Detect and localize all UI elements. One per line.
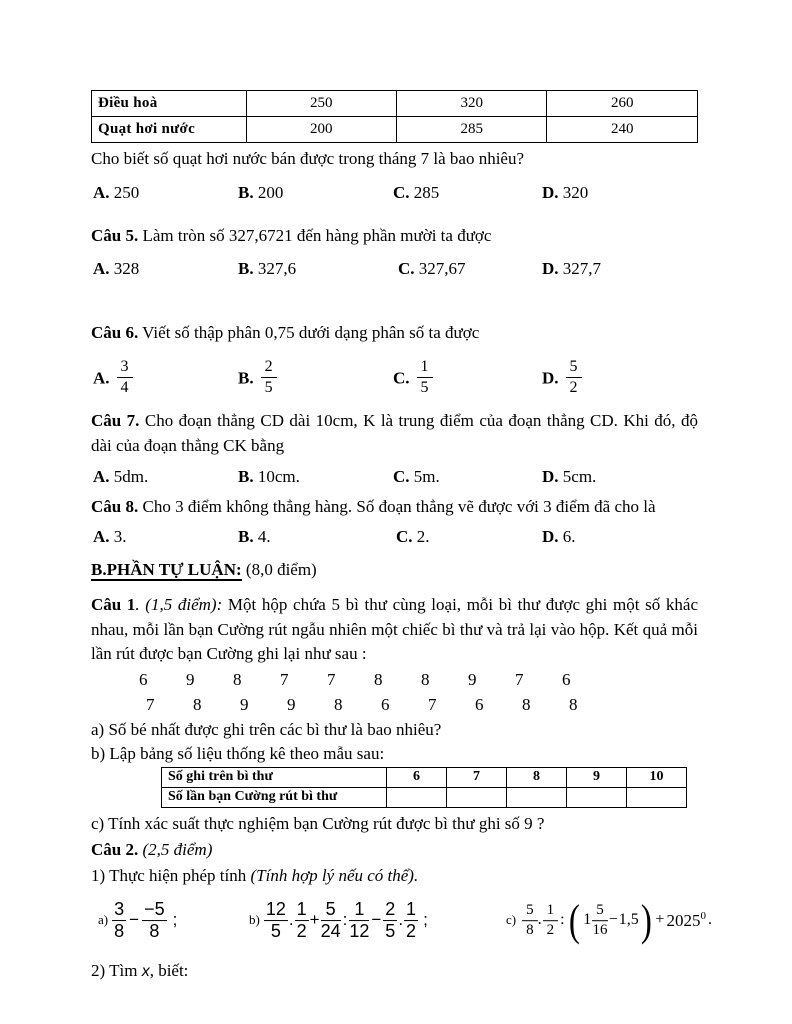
option-text: 320: [558, 183, 589, 202]
fraction-denominator: 2: [296, 921, 307, 941]
option-text: 6.: [558, 527, 576, 546]
option-b: [238, 183, 393, 203]
data-value: 9: [186, 669, 195, 689]
fraction-denominator: 5: [264, 378, 273, 396]
fraction: [117, 358, 133, 397]
option-key: C.: [393, 183, 410, 202]
fraction-denominator: 2: [569, 378, 578, 396]
fraction-numerator: 3: [112, 900, 126, 921]
decimal-value: 1,5: [618, 911, 639, 929]
option-key: A.: [93, 527, 110, 546]
fraction-numerator: 2: [383, 900, 397, 921]
option-key: A.: [93, 183, 110, 202]
data-value: 8: [193, 694, 202, 714]
fraction: [295, 900, 309, 942]
data-value: 8: [522, 694, 531, 714]
fraction-numerator: 5: [566, 358, 582, 378]
stat-cell: 9: [567, 767, 627, 787]
power-base: 2025: [666, 910, 701, 930]
cell-value: 320: [396, 91, 546, 117]
option-text: 5m.: [409, 467, 440, 486]
question-6-options: [93, 353, 698, 405]
fraction-numerator: 12: [264, 900, 288, 921]
power-term: [666, 910, 706, 931]
fraction-numerator: 2: [261, 358, 277, 378]
fraction-numerator: 5: [522, 902, 538, 921]
stat-row1-label: Số ghi trên bì thư: [162, 767, 387, 787]
option-a: [93, 527, 238, 547]
question-7-options: [93, 467, 698, 487]
cell-value: 250: [246, 91, 396, 117]
fraction: [522, 902, 538, 939]
fraction-denominator: 2: [406, 921, 417, 941]
section-b-heading: [91, 557, 698, 582]
fraction: [264, 900, 288, 942]
data-value: 7: [280, 669, 289, 689]
option-a: [93, 467, 238, 487]
cell-value: 260: [547, 91, 698, 117]
fraction-denominator: 8: [114, 921, 125, 941]
stat-cell-empty: [567, 787, 627, 807]
table-row-fan: [92, 117, 698, 143]
fraction-denominator: 5: [385, 921, 396, 941]
essay-2-part2-suffix: , biết:: [149, 960, 189, 980]
data-value: 6: [475, 694, 484, 714]
data-value: 7: [515, 669, 524, 689]
question-5-options: [93, 259, 698, 279]
operator-multiply: .: [537, 911, 542, 929]
expression-key: b): [249, 912, 260, 928]
question-5-text: Làm tròn số 327,6721 đến hàng phần mười ta được: [138, 226, 492, 245]
stat-table: [161, 767, 687, 808]
fraction-denominator: 12: [349, 921, 370, 941]
option-text: 3.: [109, 527, 127, 546]
data-value: 9: [240, 694, 249, 714]
option-d: [542, 357, 698, 399]
question-7-label: Câu 7.: [91, 411, 140, 430]
semicolon: ;: [423, 910, 428, 930]
period: .: [707, 911, 712, 929]
essay-2-part2-prefix: 2) Tìm: [91, 960, 142, 980]
essay-2-heading: [91, 837, 698, 862]
fraction-denominator: 2: [546, 922, 555, 938]
question-8: [91, 494, 698, 519]
essay-2-part1-note: (Tính hợp lý nếu có thể).: [250, 865, 419, 885]
option-b: [238, 357, 393, 399]
option-text: 327,7: [558, 259, 602, 278]
option-text: 2.: [412, 527, 430, 546]
option-key: C.: [398, 259, 415, 278]
essay-1-part-a: a) Số bé nhất được ghi trên các bì thư là bao nhiêu?: [91, 719, 442, 739]
cell-value: 285: [396, 117, 546, 143]
stat-cell: 6: [387, 767, 447, 787]
fraction-numerator: 1: [349, 900, 369, 921]
operator-minus: −: [608, 911, 618, 929]
option-key: A.: [93, 367, 110, 387]
option-a: [93, 357, 238, 399]
stat-cell-empty: [627, 787, 687, 807]
variable-x: x: [141, 962, 150, 980]
question-6-text: Viết số thập phân 0,75 dưới dạng phân số ta được: [138, 323, 480, 342]
fraction-denominator: 4: [120, 378, 129, 396]
essay-1-data-row-2: [146, 692, 698, 717]
question-table-text: Cho biết số quạt hơi nước bán được trong tháng 7 là bao nhiêu?: [91, 149, 525, 168]
expression-c: [506, 895, 714, 945]
option-d: [542, 467, 698, 487]
option-key: B.: [238, 183, 254, 202]
option-key: D.: [542, 527, 559, 546]
data-value: 7: [327, 669, 336, 689]
option-text: 200: [253, 183, 284, 202]
stat-cell: 10: [627, 767, 687, 787]
fraction: [566, 358, 582, 397]
cell-value: 200: [246, 117, 396, 143]
fraction-numerator: 5: [592, 902, 608, 921]
option-d: [542, 259, 698, 279]
question-6-label: Câu 6.: [91, 323, 139, 342]
question-8-text: Cho 3 điểm không thẳng hàng. Số đoạn thẳng vẽ được với 3 điểm đã cho là: [138, 497, 656, 516]
question-5-label: Câu 5.: [91, 226, 139, 245]
question-7: [91, 409, 698, 458]
fraction-denominator: 5: [270, 921, 281, 941]
fraction-denominator: 24: [320, 921, 341, 941]
fraction-numerator: 1: [417, 358, 433, 378]
option-text: 327,67: [414, 259, 466, 278]
section-b-title: B.PHẦN TỰ LUẬN:: [91, 560, 242, 579]
right-parenthesis: ): [640, 895, 652, 945]
operator-plus: +: [655, 911, 665, 929]
stat-table-header-row: [162, 767, 687, 787]
option-b: [238, 527, 393, 547]
option-text: 327,6: [253, 259, 297, 278]
power-exponent: 0: [700, 910, 706, 923]
question-7-text: Cho đoạn thẳng CD dài 10cm, K là trung điểm của đoạn thẳng CD. Khi đó, độ dài của đoạn thẳng CK bằng: [91, 411, 699, 455]
option-text: 285: [409, 183, 440, 202]
option-c: [393, 183, 542, 203]
fraction-numerator: 3: [117, 358, 133, 378]
essay-1-part-b: b) Lập bảng số liệu thống kê theo mẫu sau:: [91, 743, 385, 763]
data-value: 6: [139, 669, 148, 689]
section-b-points: (8,0 điểm): [241, 560, 317, 579]
stat-cell-empty: [447, 787, 507, 807]
data-value: 8: [374, 669, 383, 689]
option-key: A.: [93, 259, 110, 278]
fraction-denominator: 16: [592, 922, 608, 938]
option-c: [393, 357, 542, 399]
operator-minus: −: [129, 910, 140, 930]
row-label-air-conditioner: Điều hoà: [92, 91, 247, 117]
essay-1-label: Câu 1: [91, 595, 136, 614]
question-5: [91, 223, 698, 248]
expression-key: c): [506, 912, 517, 928]
cell-value: 240: [547, 117, 698, 143]
operator-minus: −: [371, 910, 382, 930]
data-value: 8: [233, 669, 242, 689]
fraction: [592, 902, 608, 939]
option-key: B.: [238, 467, 254, 486]
question-6: [91, 320, 698, 345]
fraction: [321, 900, 341, 942]
data-value: 9: [287, 694, 296, 714]
option-text: 10cm.: [253, 467, 300, 486]
table-row-air-conditioner: [92, 91, 698, 117]
fraction: [261, 358, 277, 397]
fraction-denominator: 8: [526, 922, 534, 938]
data-value: 6: [381, 694, 390, 714]
essay-1-points: . (1,5 điểm):: [135, 595, 223, 614]
option-b: [238, 259, 393, 279]
option-key: B.: [238, 367, 254, 387]
fraction-denominator: 5: [420, 378, 429, 396]
data-value: 7: [146, 694, 155, 714]
essay-2-part2: [91, 958, 698, 984]
fraction: [349, 900, 369, 942]
option-text: 328: [109, 259, 140, 278]
left-parenthesis: (: [568, 895, 580, 945]
question-8-label: Câu 8.: [91, 497, 139, 516]
option-d: [542, 527, 698, 547]
fraction: [383, 900, 397, 942]
operator-divide: :: [560, 911, 565, 929]
operator-multiply: .: [288, 910, 294, 930]
essay-2-expressions: [91, 892, 712, 950]
essay-2-label: Câu 2.: [91, 839, 139, 859]
stat-row2-label: Số lần bạn Cường rút bì thư: [162, 787, 387, 807]
fraction-numerator: 5: [321, 900, 341, 921]
fraction: [404, 900, 418, 942]
option-key: B.: [238, 259, 254, 278]
option-key: C.: [393, 467, 410, 486]
expression-key: a): [98, 912, 109, 928]
stat-table-answer-row: [162, 787, 687, 807]
fraction: [112, 900, 126, 942]
option-key: B.: [238, 527, 254, 546]
semicolon: ;: [172, 910, 178, 930]
data-value: 8: [334, 694, 343, 714]
fraction-numerator: 1: [404, 900, 418, 921]
essay-1-data-row-1: [139, 667, 698, 692]
option-key: D.: [542, 367, 559, 387]
option-text: 250: [109, 183, 140, 202]
essay-2-part1: [91, 863, 698, 888]
stat-cell: 7: [447, 767, 507, 787]
question-table-options: [93, 183, 698, 203]
stat-cell-empty: [387, 787, 447, 807]
fraction: [142, 900, 167, 942]
fraction: [417, 358, 433, 397]
option-text: 5cm.: [558, 467, 597, 486]
essay-1-text: Một hộp chứa 5 bì thư cùng loại, mỗi bì thư được ghi một số khác nhau, mỗi lần bạn Cường rút ngẫu nhiên một chiếc bì thư và trả lại vào hộp. Kết quả mỗi lần rút được bạn Cường ghi lại như sau :: [91, 595, 699, 663]
fraction-numerator: 1: [295, 900, 309, 921]
option-d: [542, 183, 698, 203]
essay-2-part1-text: 1) Thực hiện phép tính: [91, 865, 251, 885]
mixed-number-whole: 1: [583, 911, 592, 929]
option-c: [393, 467, 542, 487]
option-key: D.: [542, 467, 559, 486]
essay-2-points: (2,5 điểm): [138, 839, 213, 859]
data-value: 9: [468, 669, 477, 689]
operator-plus: +: [309, 910, 320, 930]
option-c: [393, 527, 542, 547]
fraction: [543, 902, 559, 939]
operator-multiply: .: [398, 910, 404, 930]
stat-cell: 8: [507, 767, 567, 787]
option-key: D.: [542, 259, 559, 278]
option-key: D.: [542, 183, 559, 202]
row-label-fan: Quạt hơi nước: [92, 117, 247, 143]
expression-b: [249, 900, 431, 942]
expression-a: [98, 900, 180, 942]
option-b: [238, 467, 393, 487]
option-key: C.: [396, 527, 413, 546]
option-a: [93, 259, 238, 279]
option-key: C.: [393, 367, 410, 387]
fraction-denominator: 8: [149, 921, 160, 941]
option-text: 5dm.: [109, 467, 149, 486]
data-value: 8: [421, 669, 430, 689]
data-value: 8: [569, 694, 578, 714]
option-c: [393, 259, 542, 279]
appliance-sales-table: [91, 90, 698, 143]
data-value: 6: [562, 669, 571, 689]
option-text: 4.: [253, 527, 271, 546]
essay-1-intro: [91, 593, 698, 667]
fraction-numerator: 1: [543, 902, 559, 921]
essay-1-part-c: c) Tính xác suất thực nghiệm bạn Cường rút được bì thư ghi số 9 ?: [91, 813, 545, 833]
data-value: 7: [428, 694, 437, 714]
stat-cell-empty: [507, 787, 567, 807]
operator-divide: :: [342, 910, 348, 930]
fraction-numerator: −5: [142, 900, 167, 921]
option-key: A.: [93, 467, 110, 486]
question-8-options: [93, 527, 698, 547]
option-a: [93, 183, 238, 203]
